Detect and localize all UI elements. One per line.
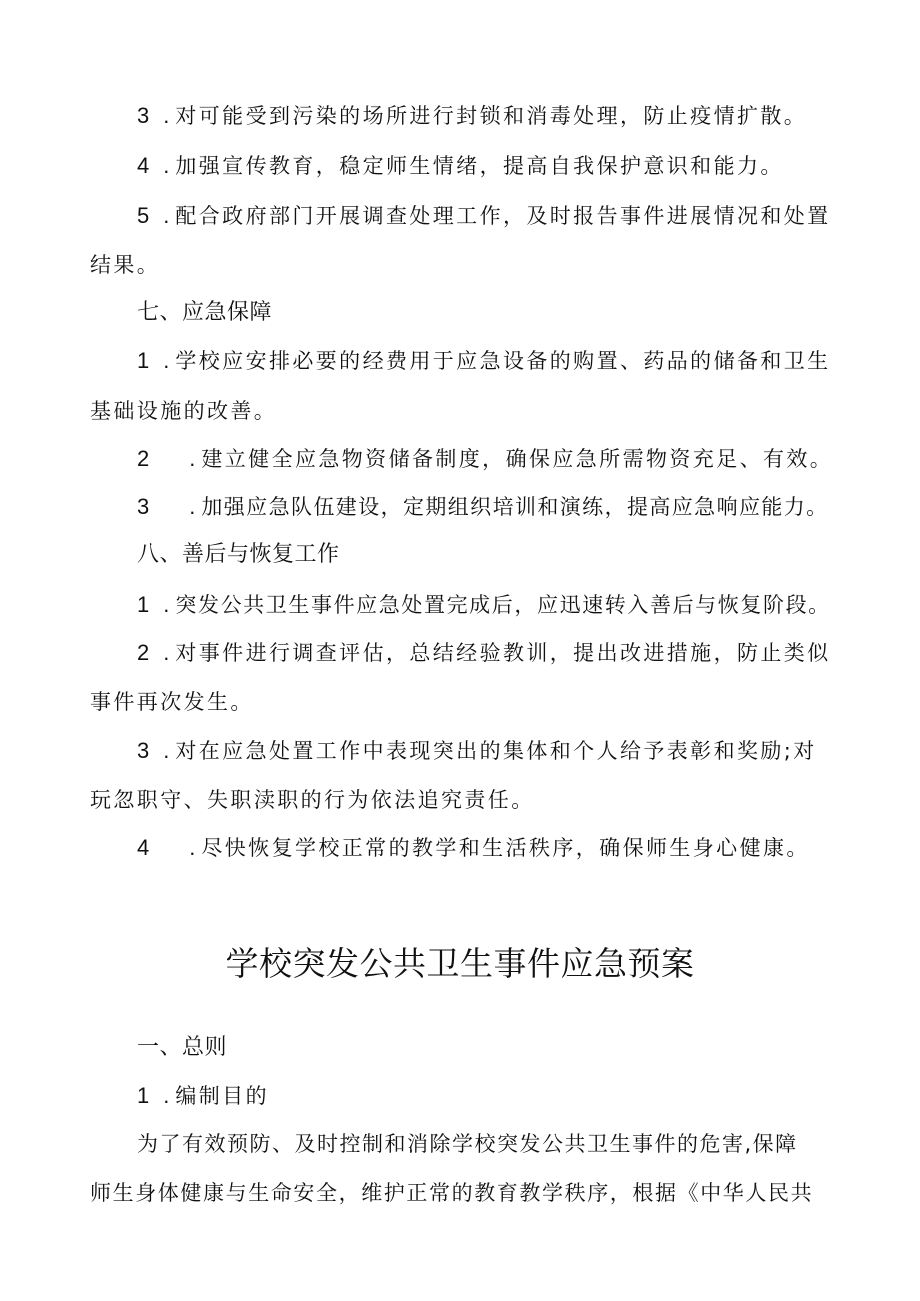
- list-item: [137, 590, 831, 620]
- item-text: 尽快恢复学校正常的教学和生活秩序，确保师生身心健康。: [201, 836, 810, 860]
- item-number: 3: [137, 738, 150, 763]
- item-text: 加强宣传教育，稳定师生情绪，提高自我保护意识和能力。: [175, 154, 784, 178]
- item-text: 配合政府部门开展调查处理工作，及时报告事件进展情况和处置: [175, 204, 831, 228]
- list-item-continuation: 结果。: [90, 253, 161, 277]
- item-dot: .: [163, 203, 170, 228]
- item-number: 2: [137, 640, 150, 665]
- subsection-heading: [137, 1081, 269, 1111]
- list-item: [137, 492, 829, 522]
- list-item-continuation: 玩忽职守、失职渎职的行为依法追究责任。: [90, 788, 535, 812]
- list-item: [137, 444, 833, 474]
- item-text: 突发公共卫生事件应急处置完成后，应迅速转入善后与恢复阶段。: [175, 593, 831, 617]
- list-item: [137, 833, 810, 863]
- item-dot: .: [163, 103, 170, 128]
- document-title: 学校突发公共卫生事件应急预案: [225, 944, 695, 983]
- item-text: 编制目的: [175, 1084, 269, 1108]
- paragraph-line: 为了有效预防、及时控制和消除学校突发公共卫生事件的危害,保障: [137, 1132, 798, 1156]
- list-item: [137, 101, 807, 131]
- item-dot: .: [163, 1083, 170, 1108]
- item-text: 学校应安排必要的经费用于应急设备的购置、药品的储备和卫生: [175, 349, 831, 373]
- item-dot: .: [163, 592, 170, 617]
- list-item: [137, 201, 831, 231]
- item-dot: .: [189, 494, 196, 519]
- item-dot: .: [163, 153, 170, 178]
- list-item: [137, 638, 831, 668]
- item-dot: .: [163, 640, 170, 665]
- item-text: 对可能受到污染的场所进行封锁和消毒处理，防止疫情扩散。: [175, 104, 808, 128]
- item-number: 5: [137, 203, 150, 228]
- section-heading: 七、应急保障: [137, 300, 273, 325]
- item-dot: .: [189, 446, 196, 471]
- section-heading: 八、善后与恢复工作: [137, 542, 340, 567]
- list-item-continuation: 基础设施的改善。: [90, 399, 278, 423]
- list-item: [137, 736, 817, 766]
- item-dot: .: [163, 348, 170, 373]
- list-item-continuation: 事件再次发生。: [90, 690, 254, 714]
- item-number: 3: [137, 494, 150, 519]
- paragraph-line: 师生身体健康与生命安全，维护正常的教育教学秩序，根据《中华人民共: [90, 1181, 814, 1205]
- item-number: 1: [137, 348, 150, 373]
- item-number: 2: [137, 446, 150, 471]
- item-text: 建立健全应急物资储备制度，确保应急所需物资充足、有效。: [201, 447, 834, 471]
- item-dot: .: [163, 738, 170, 763]
- item-number: 1: [137, 1083, 150, 1108]
- item-number: 4: [137, 835, 150, 860]
- list-item: [137, 346, 831, 376]
- section-heading: 一、总则: [137, 1035, 228, 1060]
- item-dot: .: [189, 835, 196, 860]
- item-number: 1: [137, 592, 150, 617]
- item-number: 4: [137, 153, 150, 178]
- list-item: [137, 151, 784, 181]
- item-text: 对在应急处置工作中表现突出的集体和个人给予表彰和奖励;对: [175, 739, 817, 763]
- item-number: 3: [137, 103, 150, 128]
- item-text: 对事件进行调查评估，总结经验教训，提出改进措施，防止类似: [175, 641, 831, 665]
- item-text: 加强应急队伍建设，定期组织培训和演练，提高应急响应能力。: [201, 495, 829, 519]
